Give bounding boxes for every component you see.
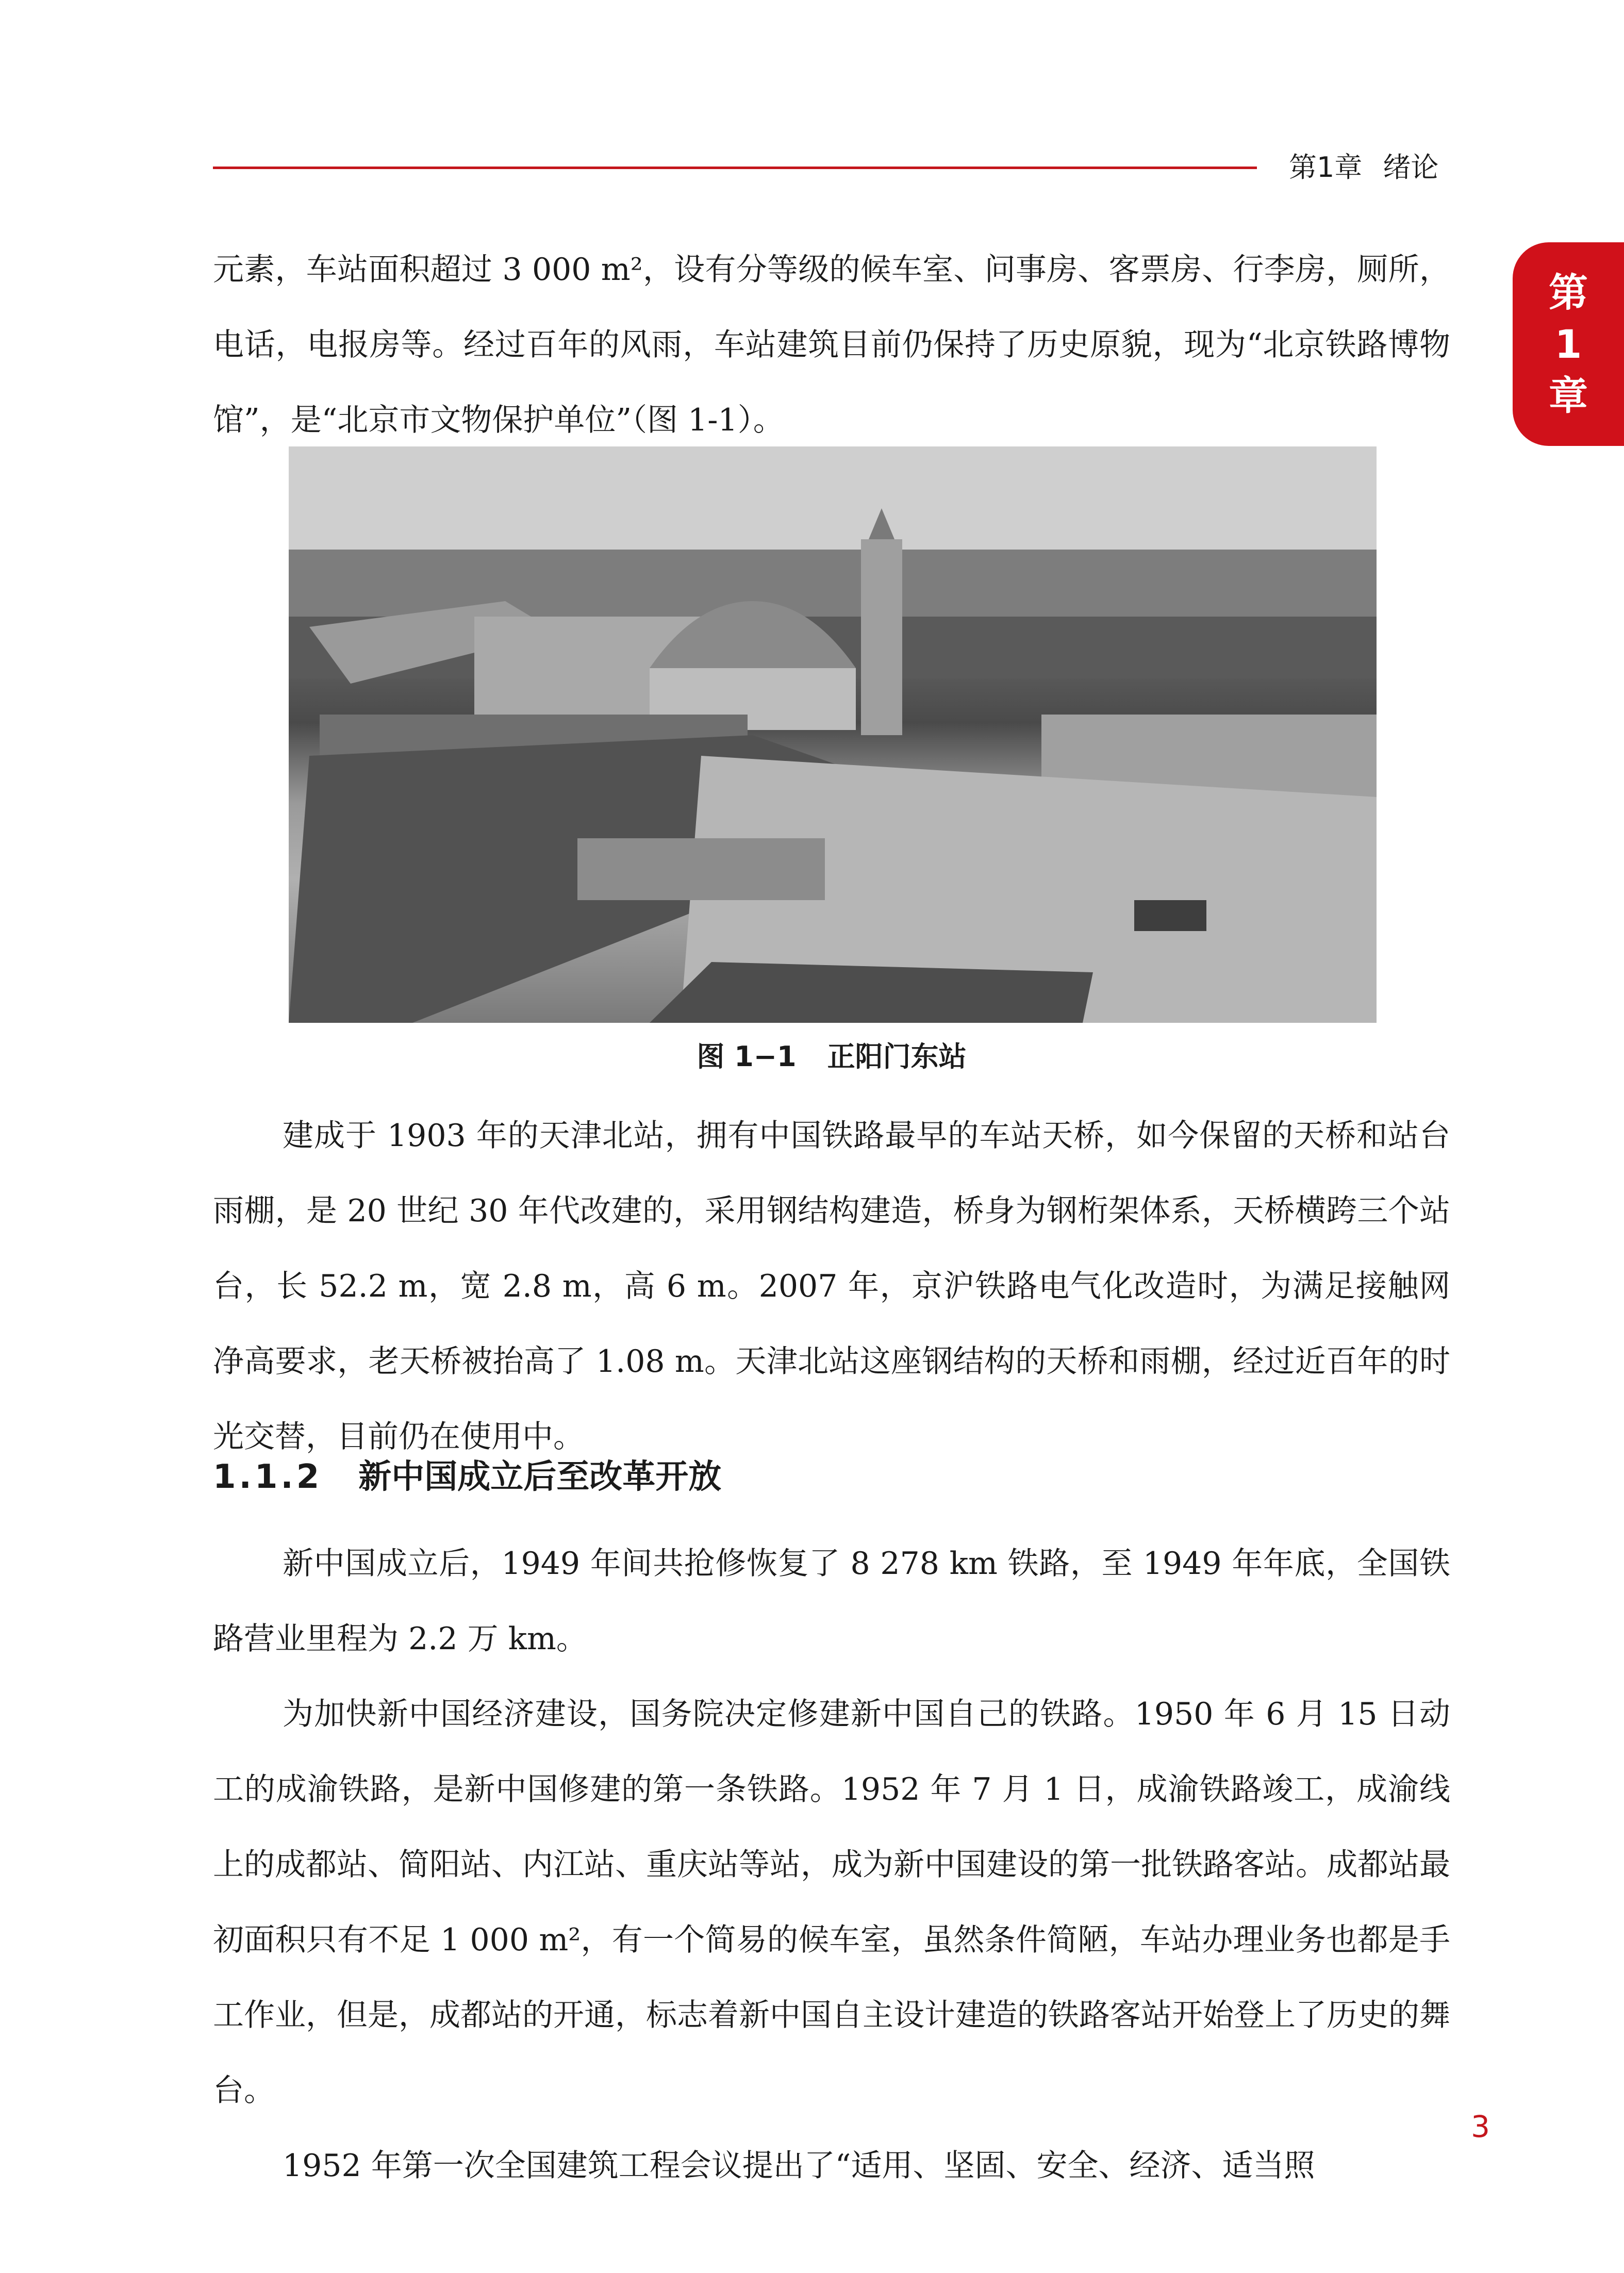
figure-caption: [213, 1031, 1450, 1083]
paragraph-chengyu: 为加快新中国经济建设，国务院决定修建新中国自己的铁路。1950 年 6 月 15 日动工的成渝铁路，是新中国修建的第一条铁路。1952 年 7 月 1 日，成渝铁路竣工，成渝线上的成都站、简阳站、内江站、重庆站等站，成为新中国建设的第一批铁路客站。成都站最初面积只有不足 1 000 m²，有一个简易的候车室，虽然条件简陋，车站办理业务也都是手工作业，但是，成都站的开通，标志着新中国自主设计建造的铁路客站开始登上了历史的舞台。: [213, 1696, 1450, 2109]
station-photo-illustration: [289, 446, 1377, 1023]
paragraph-1949: 新中国成立后，1949 年间共抢修恢复了 8 278 km 铁路，至 1949 年年底，全国铁路营业里程为 2.2 万 km。: [213, 1546, 1450, 1657]
figure-photo: [289, 446, 1377, 1023]
page-number: 3: [1471, 2109, 1490, 2144]
running-head-chapter: 第1章: [1289, 151, 1363, 184]
paragraph-tianjin: 建成于 1903 年的天津北站，拥有中国铁路最早的车站天桥，如今保留的天桥和站台雨棚，是 20 世纪 30 年代改建的，采用钢结构建造，桥身为钢桁架体系，天桥横跨三个站台，长 52.2 m，宽 2.8 m，高 6 m。2007 年，京沪铁路电气化改造时，为满足接触网净高要求，老天桥被抬高了 1.08 m。天津北站这座钢结构的天桥和雨棚，经过近百年的时光交替，目前仍在使用中。: [213, 1118, 1450, 1455]
section-heading: [213, 1449, 721, 1505]
chapter-tab-line3: 章: [1549, 372, 1588, 419]
section-number: 1.1.2: [213, 1458, 323, 1496]
middle-text-block: [213, 1098, 1450, 1474]
chapter-tab: [1513, 242, 1624, 446]
running-head: [1289, 147, 1459, 193]
figure-number: 图 1−1: [697, 1040, 797, 1073]
section-title: 新中国成立后至改革开放: [358, 1458, 722, 1496]
paragraph-1952: 1952 年第一次全国建筑工程会议提出了“适用、坚固、安全、经济、适当照: [283, 2148, 1315, 2184]
chapter-tab-line1: 第: [1549, 269, 1588, 316]
lower-text-block: [213, 1526, 1450, 2203]
top-text-block: [213, 232, 1450, 458]
header-rule: [213, 167, 1257, 169]
figure-caption-text: 正阳门东站: [827, 1040, 967, 1073]
top-paragraph: 元素，车站面积超过 3 000 m²，设有分等级的候车室、问事房、客票房、行李房，厕所，电话，电报房等。经过百年的风雨，车站建筑目前仍保持了历史原貌，现为“北京铁路博物馆”，是“北京市文物保护单位”（图 1-1）。: [213, 252, 1450, 438]
chapter-tab-line2: 1: [1554, 321, 1582, 367]
running-head-title: 绪论: [1383, 151, 1439, 184]
